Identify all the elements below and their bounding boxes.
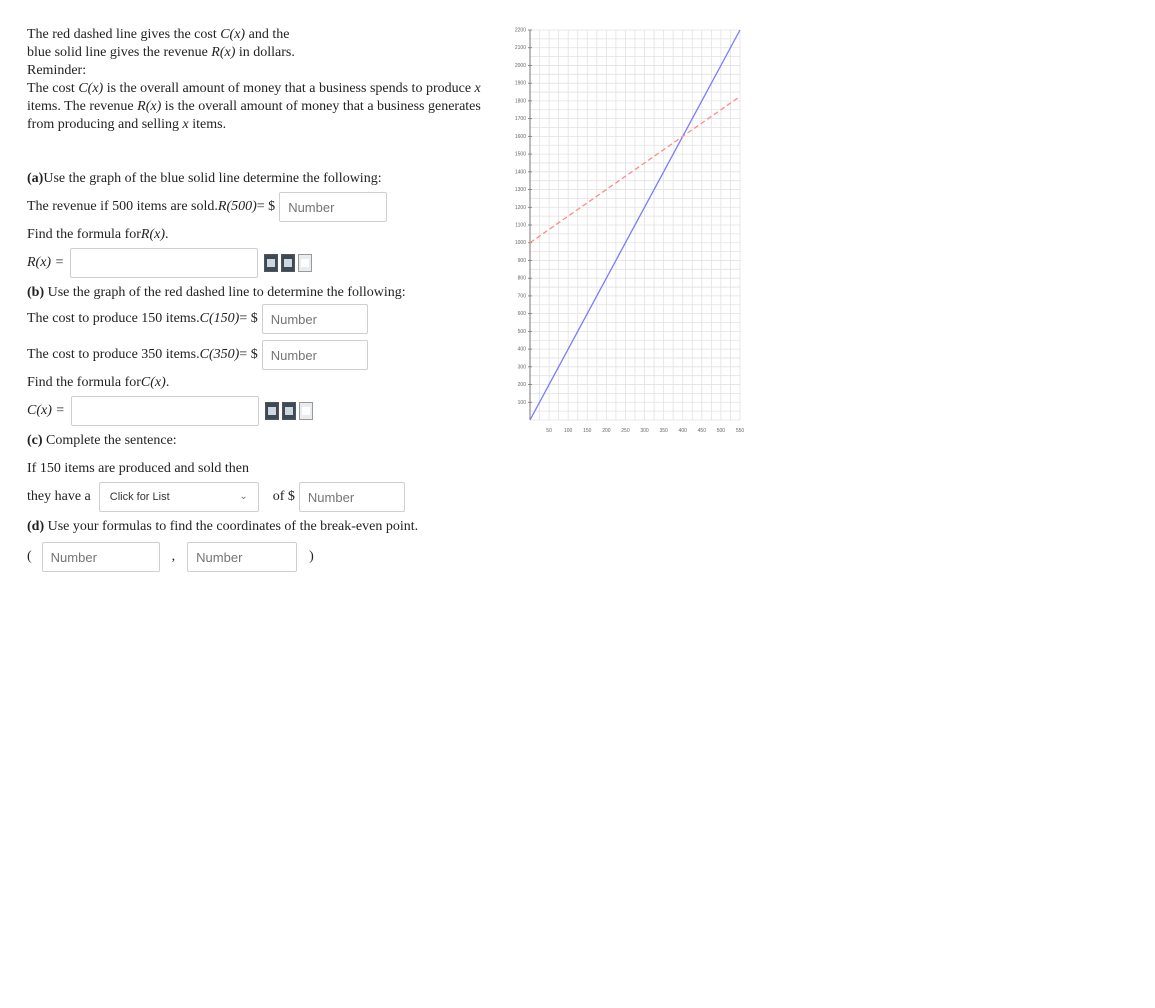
y-tick-label: 1000 [514,240,526,247]
y-tick-label: 300 [517,364,526,371]
y-tick-label: 400 [517,346,526,353]
reminder-label: Reminder: [27,63,87,78]
y-tick-label: 1900 [514,80,526,87]
y-tick-label: 200 [517,382,526,389]
profit-amount-input[interactable] [299,482,405,512]
y-tick-label: 2200 [514,27,526,34]
y-tick-label: 1100 [515,222,526,229]
part-c: (c) Complete the sentence: If 150 items are produced and sold then they have a Click for List ⌄ of $ Number [27,432,487,512]
x-tick-label: 100 [564,428,573,434]
x-tick-label: 150 [583,428,592,434]
y-tick-label: 900 [517,257,526,264]
revenue-500-input[interactable] [279,192,387,222]
cost-revenue-chart [500,20,760,440]
preview-icon[interactable] [281,254,295,272]
y-tick-label: 2000 [514,62,526,69]
equation-editor-icon[interactable] [264,254,278,272]
y-tick-label: 1300 [514,187,526,194]
x-tick-label: 50 [546,428,552,434]
y-tick-label: 1400 [514,169,526,176]
x-tick-label: 250 [621,428,630,434]
break-even-y-input[interactable] [187,542,297,572]
y-tick-label: 700 [517,293,526,300]
revenue-formula-input[interactable] [70,248,258,278]
intro-text: The red dashed line gives the cost C(x) and the blue solid line gives the revenue R(x) in dollars. Reminder: The cost C(x) is the overall amount of money that a business spends to produce x items. The revenue R(x) is the overall amount of money that a business generates from producing and selling x items. [27,27,481,132]
formula-tools [264,254,312,272]
x-tick-label: 500 [716,428,726,434]
cost-350-input[interactable] [262,340,368,370]
y-tick-label: 600 [517,311,526,318]
x-tick-label: 450 [697,428,706,434]
equation-editor-icon[interactable] [265,402,279,420]
y-tick-label: 500 [517,328,526,335]
part-d: (d) Use your formulas to find the coordinates of the break-even point. ( Number , Number ) [27,518,487,572]
x-tick-label: 350 [659,428,668,434]
y-tick-label: 1800 [514,98,526,105]
y-tick-label: 800 [517,275,526,282]
y-tick-label: 100 [517,399,526,406]
cost-150-input[interactable] [262,304,368,334]
y-tick-label: 1200 [514,204,526,211]
y-tick-label: 1500 [514,151,526,158]
profit-loss-select[interactable]: Click for List ⌄ [99,482,259,512]
cost-formula-input[interactable] [71,396,259,426]
x-tick-label: 300 [640,428,649,434]
preview-icon[interactable] [282,402,296,420]
part-a: (a) Use the graph of the blue solid line determine the following: The revenue if 500 items are sold. R(500) = $ Number Find the formula for R(x) . R(x) = [27,170,487,278]
y-tick-label: 2100 [514,45,526,52]
x-tick-label: 550 [735,428,745,434]
chevron-down-icon: ⌄ [239,491,248,502]
question-panel [27,26,487,572]
help-document-icon[interactable] [299,402,313,420]
break-even-x-input[interactable] [42,542,160,572]
x-tick-label: 400 [678,428,687,434]
x-tick-label: 200 [602,428,611,434]
part-b: (b) Use the graph of the red dashed line to determine the following: The cost to produce 150 items. C(150) = $ Number The cost to produce 350 items. C(350) = $ Number Find the formula for C(x) . C(x) = [27,284,487,426]
y-tick-label: 1600 [514,133,526,140]
y-tick-label: 1700 [514,116,526,123]
formula-tools [265,402,313,420]
help-document-icon[interactable] [298,254,312,272]
